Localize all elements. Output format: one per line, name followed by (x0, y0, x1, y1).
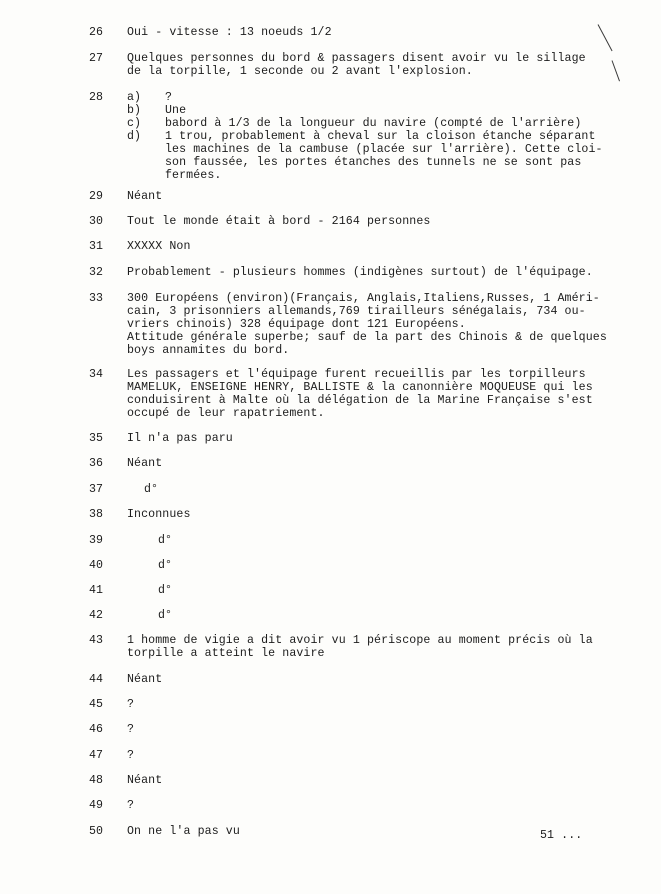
sub-item-text: 1 trou, probablement à cheval sur la cloison étanche séparant (165, 130, 596, 143)
entry-number: 48 (89, 774, 104, 787)
entry-text-line: Néant (127, 774, 163, 787)
entry-number: 43 (89, 634, 104, 647)
sub-item-text: les machines de la cambuse (placée sur l'arrière). Cette cloi- (165, 143, 603, 156)
entry-text-line: MAMELUK, ENSEIGNE HENRY, BALLISTE & la canonnière MOQUEUSE qui les (127, 381, 593, 394)
entry-number: 49 (89, 799, 104, 812)
entry-number: 42 (89, 609, 104, 622)
entry-text-line: Les passagers et l'équipage furent recueillis par les torpilleurs (127, 368, 586, 381)
entry-number: 45 (89, 698, 104, 711)
entry-text-line: ? (127, 698, 135, 711)
sub-item-letter: d) (127, 130, 142, 143)
entry-number: 31 (89, 240, 104, 253)
pencil-stroke-right-lower (612, 60, 620, 81)
entry-text-line: boys annamites du bord. (127, 344, 290, 357)
entry-text-line: torpille a atteint le navire (127, 647, 325, 660)
entry-text-line: ? (127, 799, 135, 812)
entry-text-line: Quelques personnes du bord & passagers disent avoir vu le sillage (127, 52, 586, 65)
ditto-mark: d° (158, 609, 173, 622)
entry-text-line: On ne l'a pas vu (127, 825, 240, 838)
entry-text-line: Oui - vitesse : 13 noeuds 1/2 (127, 26, 332, 39)
entry-text-line: conduisirent à Malte où la délégation de la Marine Française s'est (127, 394, 593, 407)
sub-item-letter: c) (127, 117, 142, 130)
entry-number: 29 (89, 190, 104, 203)
entry-number: 33 (89, 292, 104, 305)
sub-item-text: babord à 1/3 de la longueur du navire (compté de l'arrière) (165, 117, 582, 130)
sub-item-text: Une (165, 104, 187, 117)
entry-number: 46 (89, 723, 104, 736)
entry-number: 26 (89, 26, 104, 39)
entry-number: 32 (89, 266, 104, 279)
pencil-stroke-right (598, 24, 613, 51)
sub-item-text: son faussée, les portes étanches des tunnels ne se sont pas (165, 156, 582, 169)
entry-text-line: Néant (127, 190, 163, 203)
ditto-mark: d° (158, 559, 173, 572)
entry-number: 40 (89, 559, 104, 572)
entry-text-line: Il n'a pas paru (127, 432, 233, 445)
entry-number: 41 (89, 584, 104, 597)
entry-text-line: Néant (127, 457, 163, 470)
entry-text-line: Tout le monde était à bord - 2164 personnes (127, 215, 431, 228)
entry-text-line: Néant (127, 673, 163, 686)
entry-number: 44 (89, 673, 104, 686)
entry-text-line: de la torpille, 1 seconde ou 2 avant l'explosion. (127, 65, 473, 78)
entry-text-line: Inconnues (127, 508, 191, 521)
sub-item-text: fermées. (165, 169, 222, 182)
entry-number: 50 (89, 825, 104, 838)
entry-number: 35 (89, 432, 104, 445)
entry-number: 39 (89, 534, 104, 547)
entry-number: 47 (89, 749, 104, 762)
entry-number: 37 (89, 483, 104, 496)
entry-text-line: Attitude générale superbe; sauf de la part des Chinois & de quelques (127, 331, 607, 344)
ditto-mark: d° (158, 534, 173, 547)
entry-text-line: cain, 3 prisonniers allemands,769 tirailleurs sénégalais, 734 ou- (127, 305, 586, 318)
continuation-marker: 51 ... (540, 829, 583, 842)
entry-text-line: 300 Européens (environ)(Français, Anglais,Italiens,Russes, 1 Améri- (127, 292, 600, 305)
sub-item-letter: a) (127, 91, 142, 104)
entry-number: 27 (89, 52, 104, 65)
ditto-mark: d° (158, 584, 173, 597)
sub-item-letter: b) (127, 104, 142, 117)
entry-number: 28 (89, 91, 104, 104)
entry-text-line: vriers chinois) 328 équipage dont 121 Européens. (127, 318, 466, 331)
entry-text-line: occupé de leur rapatriement. (127, 407, 325, 420)
entry-number: 38 (89, 508, 104, 521)
entry-text-line: ? (127, 723, 135, 736)
entry-text-line: ? (127, 749, 135, 762)
entry-text-line: 1 homme de vigie a dit avoir vu 1 périscope au moment précis où la (127, 634, 593, 647)
entry-number: 36 (89, 457, 104, 470)
sub-item-text: ? (165, 91, 173, 104)
entry-text-line: XXXXX Non (127, 240, 191, 253)
ditto-mark: d° (144, 483, 159, 496)
entry-text-line: Probablement - plusieurs hommes (indigènes surtout) de l'équipage. (127, 266, 593, 279)
entry-number: 34 (89, 368, 104, 381)
entry-number: 30 (89, 215, 104, 228)
